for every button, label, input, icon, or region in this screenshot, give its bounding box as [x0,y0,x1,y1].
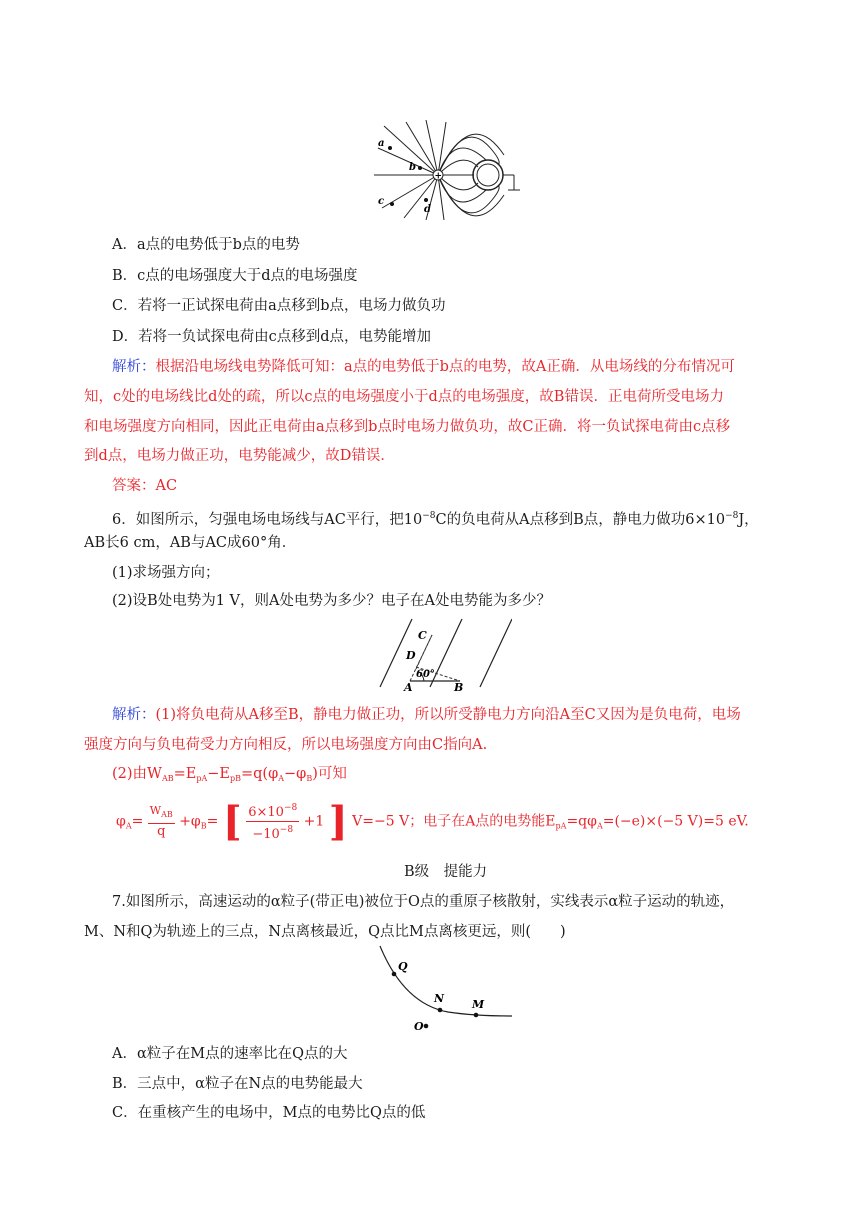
q6-analysis-line-3: (2)由$W_{AB}=E_{pA}-E_{pB}=q(\varphi_A-\varphi_B)$可知 [112,766,347,783]
q6-sub-1: (1)求场强方向； [112,565,220,581]
q7-option-c: C．在重核产生的电场中，M点的电势比Q点的低 [112,1105,426,1121]
q5-option-c: C．若将一正试探电荷由a点移到b点，电场力做负功 [112,298,446,314]
q5-option-a: A．a点的电势低于b点的电势 [112,237,300,253]
label-D: D [406,649,416,662]
q7-option-a: A．α粒子在M点的速率比在Q点的大 [112,1046,348,1062]
q6-formula: $\varphi_A=$ $\frac{W_{AB}}{q}$ $+\varphi_B=$ [ $\frac{6\times 10^{-8}}{-10^{-8}}$ +1 ] V=−5 V；电子在A点的电势能$E_{pA}=q\varphi_A=(-e)\times(-5$ V)=5 eV. [116,797,749,845]
label-b: b [409,162,416,173]
field-lines-figure [374,120,522,220]
label-d: d [424,204,431,215]
q5-analysis-line-2: 知，c处的电场线比d处的疏，所以c点的电场强度小于d点的电场强度，故B错误．正电荷所受电场力 [84,389,724,405]
label-A: A [404,681,413,693]
q5-answer: 答案：AC [112,478,178,494]
uniform-field-figure [372,617,512,693]
fraction-w-over-q: $\frac{W_{AB}}{q}$ [149,804,173,839]
q7-stem-line-1: 7.如图所示，高速运动的α粒子(带正电)被位于O点的重原子核散射，实线表示α粒子运动的轨迹， [112,894,735,910]
label-B: B [454,681,464,693]
label-c: c [378,196,385,207]
q7-stem-line-2: M、N和Q为轨迹上的三点，N点离核最近，Q点比M点离核更远，则( ) [84,924,566,940]
trajectory-figure [374,944,516,1034]
section-heading: B级 提能力 [404,864,488,880]
q7-option-b: B．三点中，α粒子在N点的电势能最大 [112,1076,363,1092]
q5-analysis-line-1: 解析：根据沿电场线电势降低可知：a点的电势低于b点的电势，故A正确．从电场线的分布情况可 [112,359,735,375]
label-N: N [434,992,445,1005]
q6-analysis-line-2: 强度方向与负电荷受力方向相反，所以电场强度方向由C指向A. [84,737,488,753]
q5-analysis-line-4: 到d点，电场力做正功，电势能减少，故D错误． [84,448,395,464]
label-angle: 60° [416,669,435,680]
q6-sub-2: (2)设B处电势为1 V，则A处电势为多少？电子在A处电势能为多少？ [112,593,551,609]
fraction-numeric: $\frac{6\times 10^{-8}}{-10^{-8}}$ [246,800,299,843]
label-Q: Q [398,960,408,973]
svg-text:+: + [434,171,443,182]
q5-option-b: B．c点的电场强度大于d点的电场强度 [112,268,358,284]
label-M: M [472,998,485,1011]
q5-analysis-line-3: 和电场强度方向相同，因此正电荷由a点移到b点时电场力做负功，故C正确．将一负试探电荷由c点移 [84,419,731,435]
q6-analysis-line-1: 解析：(1)将负电荷从A移至B，静电力做正功，所以所受静电力方向沿A至C又因为是负电荷，电场 [112,707,741,723]
q6-stem-line-1: 6．如图所示，匀强电场电场线与AC平行，把$10^{-8}C$的负电荷从A点移到B点，静电力做功$6\times 10^{-8}J$， [112,511,759,528]
q5-analysis-label: 解析： [112,359,156,375]
label-O: O [414,1020,424,1033]
q6-stem-line-2: AB长6 cm，AB与AC成60°角． [84,535,297,551]
label-C: C [418,629,427,642]
q6-analysis-label: 解析： [112,707,156,723]
label-a: a [378,138,385,149]
q5-option-d: D．若将一负试探电荷由c点移到d点，电势能增加 [112,329,432,345]
